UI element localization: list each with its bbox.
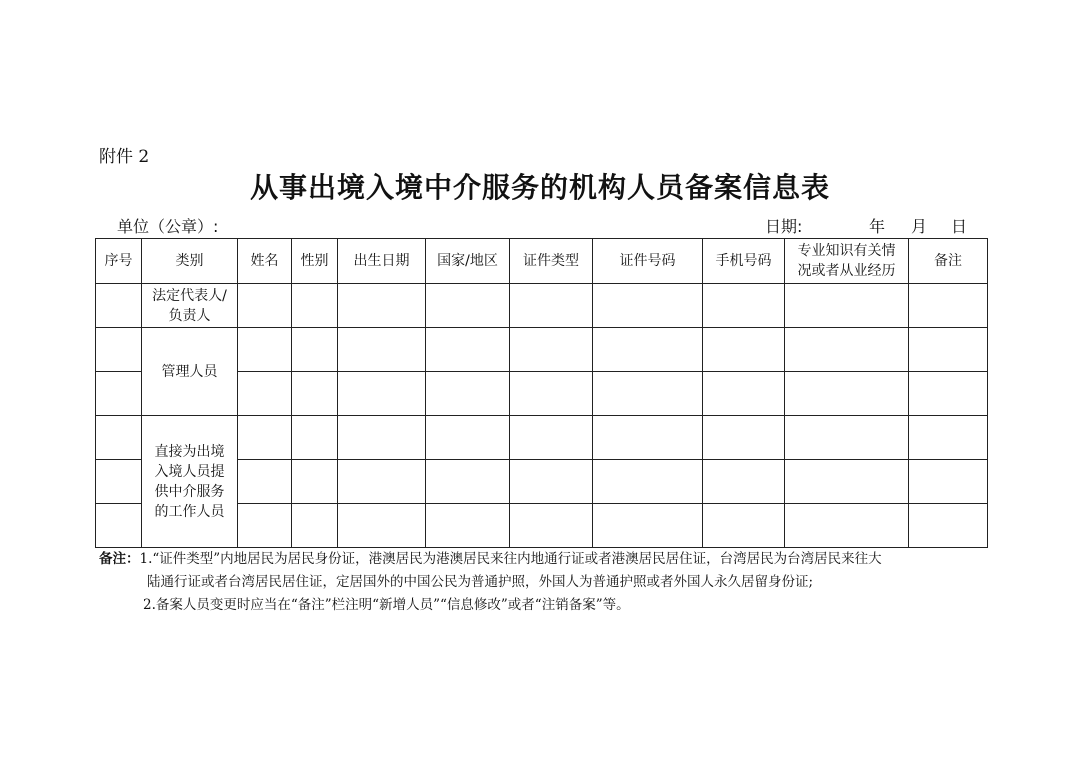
table-cell[interactable]: [593, 372, 703, 416]
table-cell[interactable]: [510, 328, 593, 372]
table-cell[interactable]: [510, 372, 593, 416]
form-title: 从事出境入境中介服务的机构人员备案信息表: [249, 171, 830, 204]
note-2: 2.备案人员变更时应当在“备注”栏注明“新增人员”“信息修改”或者“注销备案”等。: [143, 597, 630, 613]
category-legal-rep: 法定代表人/负责人: [142, 284, 238, 328]
table-cell[interactable]: [703, 416, 785, 460]
table-cell[interactable]: [292, 372, 338, 416]
table-cell[interactable]: [510, 504, 593, 548]
col-header: 证件类型: [510, 239, 593, 284]
table-cell[interactable]: [426, 460, 510, 504]
table-cell[interactable]: [96, 372, 142, 416]
col-header: 性别: [292, 239, 338, 284]
table-cell[interactable]: [238, 460, 292, 504]
table-cell[interactable]: [426, 284, 510, 328]
header-row: [96, 239, 988, 284]
attachment-label: 附件 2: [99, 147, 150, 167]
note-1b: 陆通行证或者台湾居民居住证，定居国外的中国公民为普通护照，外国人为普通护照或者外国人永久居留身份证;: [147, 574, 814, 590]
col-header: 手机号码: [703, 239, 785, 284]
table-cell[interactable]: [703, 504, 785, 548]
table-cell[interactable]: [593, 504, 703, 548]
notes-label: 备注：: [99, 551, 140, 567]
table-cell[interactable]: [338, 416, 426, 460]
table-cell[interactable]: [426, 504, 510, 548]
table-row: [96, 284, 988, 328]
table-cell[interactable]: [338, 284, 426, 328]
table-cell[interactable]: [292, 504, 338, 548]
table-cell[interactable]: [426, 372, 510, 416]
day-label: 日: [951, 217, 968, 236]
year-label: 年: [869, 217, 886, 236]
table-cell[interactable]: [785, 416, 909, 460]
registration-table: [95, 238, 988, 548]
category-direct-staff: 直接为出境入境人员提供中介服务的工作人员: [142, 416, 238, 548]
col-header: 备注: [909, 239, 988, 284]
table-cell[interactable]: [909, 460, 988, 504]
table-cell[interactable]: [785, 504, 909, 548]
table-cell[interactable]: [510, 416, 593, 460]
table-cell[interactable]: [96, 328, 142, 372]
date-field: [765, 214, 968, 237]
date-label: 日期:: [765, 217, 803, 236]
col-header: 出生日期: [338, 239, 426, 284]
table-cell[interactable]: [909, 328, 988, 372]
table-cell[interactable]: [338, 372, 426, 416]
notes-section: [99, 548, 989, 617]
table-cell[interactable]: [593, 460, 703, 504]
table-cell[interactable]: [785, 372, 909, 416]
col-header: 专业知识有关情况或者从业经历: [785, 239, 909, 284]
col-header: 姓名: [238, 239, 292, 284]
table-cell[interactable]: [510, 460, 593, 504]
table-cell[interactable]: [96, 460, 142, 504]
table-cell[interactable]: [785, 284, 909, 328]
unit-label: 单位（公章）:: [117, 217, 219, 236]
table-cell[interactable]: [96, 504, 142, 548]
month-label: 月: [911, 217, 928, 236]
table-cell[interactable]: [909, 284, 988, 328]
table-cell[interactable]: [785, 328, 909, 372]
table-cell[interactable]: [703, 328, 785, 372]
table-cell[interactable]: [909, 372, 988, 416]
table-cell[interactable]: [292, 416, 338, 460]
table-cell[interactable]: [909, 504, 988, 548]
table-cell[interactable]: [238, 372, 292, 416]
col-header: 类别: [142, 239, 238, 284]
table-cell[interactable]: [238, 328, 292, 372]
note-1a: 1.“证件类型”内地居民为居民身份证，港澳居民为港澳居民来往内地通行证或者港澳居民居住证，台湾居民为台湾居民来往大: [139, 551, 882, 567]
table-cell[interactable]: [338, 460, 426, 504]
table-cell[interactable]: [510, 284, 593, 328]
col-header: 序号: [96, 239, 142, 284]
table-cell[interactable]: [292, 284, 338, 328]
table-cell[interactable]: [96, 416, 142, 460]
table-row: [96, 416, 988, 460]
table-cell[interactable]: [593, 416, 703, 460]
table-cell[interactable]: [593, 284, 703, 328]
table-cell[interactable]: [238, 284, 292, 328]
col-header: 国家/地区: [426, 239, 510, 284]
table-cell[interactable]: [338, 328, 426, 372]
table-cell[interactable]: [238, 504, 292, 548]
table-cell[interactable]: [292, 460, 338, 504]
note-line: [99, 548, 989, 571]
col-header: 证件号码: [593, 239, 703, 284]
table-cell[interactable]: [426, 416, 510, 460]
table-cell[interactable]: [703, 460, 785, 504]
table-cell[interactable]: [703, 284, 785, 328]
table-cell[interactable]: [338, 504, 426, 548]
table-cell[interactable]: [96, 284, 142, 328]
table-cell[interactable]: [426, 328, 510, 372]
table-cell[interactable]: [593, 328, 703, 372]
table-cell[interactable]: [238, 416, 292, 460]
table-cell[interactable]: [703, 372, 785, 416]
table-cell[interactable]: [292, 328, 338, 372]
table-cell[interactable]: [909, 416, 988, 460]
table-row: [96, 328, 988, 372]
category-managers: 管理人员: [142, 328, 238, 416]
table-cell[interactable]: [785, 460, 909, 504]
